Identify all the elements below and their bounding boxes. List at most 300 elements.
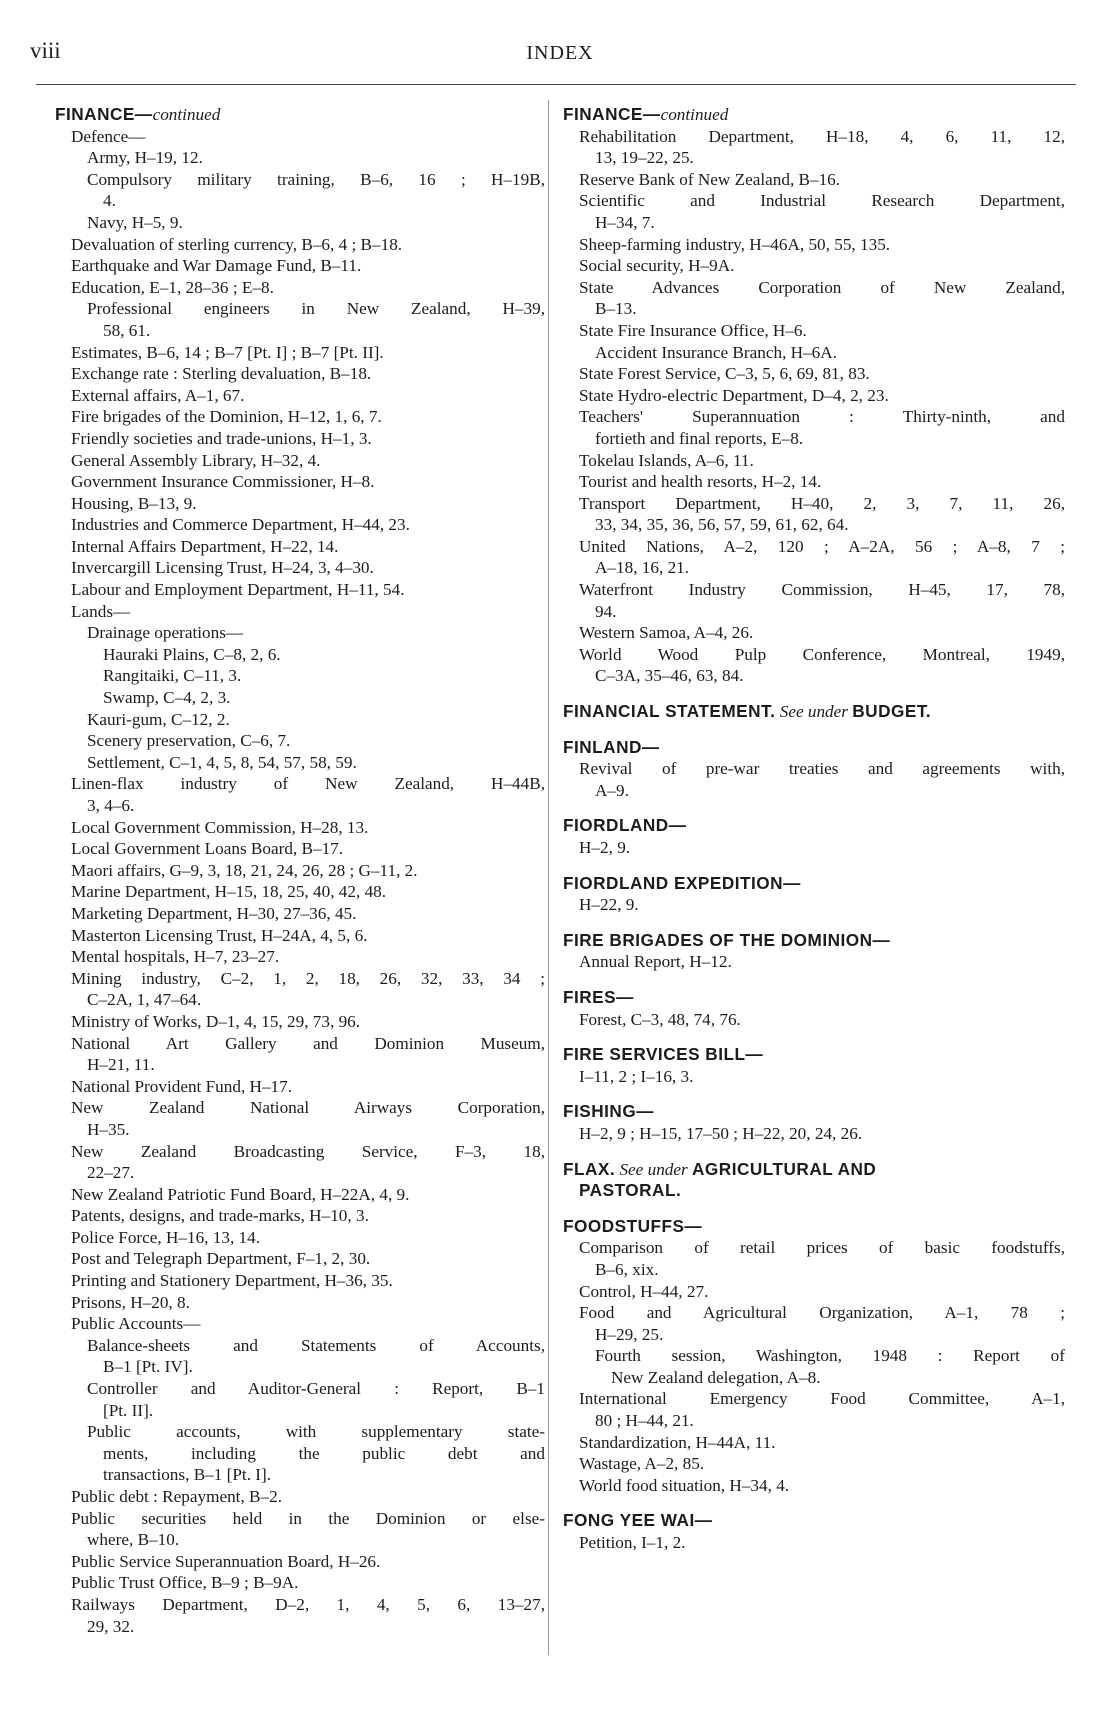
entry-line: Food and Agricultural Organization, A–1, 78 ;: [579, 1303, 1065, 1323]
entry-text: [71, 968, 545, 990]
see-target: PASTORAL.: [579, 1180, 682, 1201]
index-entry: [579, 1066, 1065, 1088]
entry-text: [579, 1532, 1065, 1554]
entry-line: Social security, H–9A.: [579, 256, 735, 276]
index-heading: [563, 104, 1065, 126]
entry-text: [579, 277, 1065, 299]
entry-text: [579, 1432, 1065, 1454]
entry-text: [579, 255, 1065, 277]
column-divider: [548, 100, 549, 1655]
entry-line: H–2, 9 ; H–15, 17–50 ; H–22, 20, 24, 26.: [579, 1123, 863, 1143]
entry-line: Swamp, C–4, 2, 3.: [103, 688, 231, 708]
entry-line: Sheep-farming industry, H–46A, 50, 55, 135.: [579, 234, 891, 254]
entry-line: State Fire Insurance Office, H–6.: [579, 320, 807, 340]
see-reference: See under: [779, 702, 848, 722]
entry-line: 58, 61.: [103, 320, 151, 340]
index-entry: [71, 363, 545, 385]
see-target-continued: [563, 1180, 1065, 1202]
index-entry: [71, 493, 545, 515]
entry-line: Earthquake and War Damage Fund, B–11.: [71, 256, 362, 276]
entry-text: [71, 1551, 545, 1573]
entry-line: Drainage operations—: [87, 623, 244, 643]
entry-line: Army, H–19, 12.: [87, 148, 203, 168]
index-entry: [579, 493, 1065, 536]
index-entry: [579, 1237, 1065, 1280]
index-entry: [87, 212, 545, 234]
entry-text: [71, 471, 545, 493]
entry-line: A–18, 16, 21.: [595, 558, 690, 578]
entry-line: 3, 4–6.: [87, 796, 135, 815]
entry-line: Rehabilitation Department, H–18, 4, 6, 11, 12,: [579, 126, 1065, 146]
entry-line: Control, H–44, 27.: [579, 1281, 709, 1301]
entry-line: H–29, 25.: [595, 1324, 664, 1344]
entry-text: [579, 579, 1065, 601]
entry-line: Lands—: [71, 601, 131, 621]
entry-text: [71, 255, 545, 277]
entry-line: Railways Department, D–2, 1, 4, 5, 6, 13–27,: [71, 1594, 545, 1614]
heading-note: continued: [152, 105, 221, 124]
index-entry: [71, 514, 545, 536]
entry-line: Navy, H–5, 9.: [87, 212, 183, 232]
index-entry: [87, 1335, 545, 1378]
heading-text: FINLAND—: [563, 736, 660, 757]
index-entry: [71, 342, 545, 364]
entry-text: [579, 951, 1065, 973]
entry-line: H–21, 11.: [87, 1055, 155, 1075]
index-entry: [579, 1281, 1065, 1303]
entry-text: [103, 665, 545, 687]
entry-line: 22–27.: [87, 1163, 135, 1183]
heading-text: FINANCIAL STATEMENT.: [563, 701, 776, 722]
entry-text: [579, 493, 1065, 515]
index-heading: [563, 1510, 1065, 1532]
entry-line: Forest, C–3, 48, 74, 76.: [579, 1009, 741, 1029]
index-entry: [579, 450, 1065, 472]
heading-note: continued: [660, 105, 729, 124]
entry-continuation: [579, 557, 1065, 579]
entry-text: [71, 1508, 545, 1530]
index-entry: [71, 1076, 545, 1098]
entry-line: Internal Affairs Department, H–22, 14.: [71, 536, 339, 556]
entry-line: Waterfront Industry Commission, H–45, 17, 78,: [579, 580, 1065, 600]
entry-line: Marine Department, H–15, 18, 25, 40, 42, 48.: [71, 882, 387, 902]
index-entry: [71, 1270, 545, 1292]
heading-text: FLAX.: [563, 1158, 616, 1179]
index-entry: [579, 406, 1065, 449]
index-entry: [103, 644, 545, 666]
heading-text: FIRES—: [563, 986, 634, 1007]
entry-text: [579, 1066, 1065, 1088]
entry-text: [87, 1378, 545, 1400]
index-entry: [579, 277, 1065, 320]
index-entry: [71, 471, 545, 493]
entry-text: [71, 1033, 545, 1055]
index-entry: [71, 1292, 545, 1314]
index-entry: [579, 126, 1065, 169]
entry-line: 94.: [595, 601, 617, 621]
index-entry: [71, 1227, 545, 1249]
entry-line: 29, 32.: [87, 1616, 135, 1636]
entry-text: [87, 147, 545, 169]
heading-text: FIORDLAND—: [563, 815, 687, 836]
index-entry: [579, 837, 1065, 859]
entry-line: International Emergency Food Committee, A–1,: [579, 1389, 1065, 1409]
entry-line: Public Service Superannuation Board, H–26.: [71, 1551, 381, 1571]
entry-line: where, B–10.: [87, 1530, 180, 1550]
entry-line: B–6, xix.: [595, 1259, 659, 1279]
index-entry: [71, 968, 545, 1011]
index-heading: [563, 815, 1065, 837]
entry-text: [71, 342, 545, 364]
index-entry: [579, 758, 1065, 801]
index-heading: [563, 1044, 1065, 1066]
entry-text: [71, 406, 545, 428]
index-entry: [579, 1388, 1065, 1431]
entry-continuation: [579, 780, 1065, 802]
entry-line: Kauri-gum, C–12, 2.: [87, 709, 230, 729]
index-entry: [71, 126, 545, 148]
entry-text: [71, 385, 545, 407]
entry-text: [579, 644, 1065, 666]
entry-text: [579, 169, 1065, 191]
entry-text: [71, 601, 545, 623]
index-entry: [71, 277, 545, 299]
entry-line: Friendly societies and trade-unions, H–1, 3.: [71, 428, 372, 448]
index-entry: [71, 925, 545, 947]
index-entry: [87, 752, 545, 774]
entry-text: [579, 450, 1065, 472]
index-entry: [579, 1302, 1065, 1345]
index-heading: [55, 104, 545, 126]
entry-line: Education, E–1, 28–36 ; E–8.: [71, 277, 274, 297]
entry-continuation: [579, 428, 1065, 450]
index-entry: [71, 1184, 545, 1206]
entry-line: Annual Report, H–12.: [579, 952, 732, 972]
heading-text: FIRE SERVICES BILL—: [563, 1044, 764, 1065]
entry-line: Ministry of Works, D–1, 4, 15, 29, 73, 96.: [71, 1011, 361, 1031]
index-entry: [579, 894, 1065, 916]
right-column: [563, 104, 1065, 1554]
entry-line: Western Samoa, A–4, 26.: [579, 623, 754, 643]
entry-line: Mining industry, C–2, 1, 2, 18, 26, 32, 33, 34 ;: [71, 968, 545, 988]
entry-text: [71, 1011, 545, 1033]
entry-text: [71, 838, 545, 860]
heading-text: FINANCE—: [55, 104, 153, 124]
index-entry: [579, 951, 1065, 973]
entry-line: H–2, 9.: [579, 838, 631, 857]
entry-line: Revival of pre-war treaties and agreements with,: [579, 759, 1065, 779]
entry-text: [71, 126, 545, 148]
entry-continuation: [579, 514, 1065, 536]
entry-line: Local Government Commission, H–28, 13.: [71, 817, 369, 837]
index-entry: [87, 1421, 545, 1486]
entry-text: [579, 1302, 1065, 1324]
entry-line: Rangitaiki, C–11, 3.: [103, 666, 242, 686]
entry-line: State Forest Service, C–3, 5, 6, 69, 81, 83.: [579, 364, 870, 384]
entry-line: Teachers' Superannuation : Thirty-ninth, and: [579, 407, 1065, 427]
heading-text: FOODSTUFFS—: [563, 1215, 703, 1236]
entry-text: [71, 579, 545, 601]
index-entry: [71, 1097, 545, 1140]
entry-text: [71, 1572, 545, 1594]
header-rule: [36, 84, 1076, 85]
index-entry: [103, 687, 545, 709]
entry-text: [71, 1097, 545, 1119]
entry-text: [579, 234, 1065, 256]
index-entry: [579, 190, 1065, 233]
entry-text: [87, 1421, 545, 1443]
entry-line: New Zealand Broadcasting Service, F–3, 18,: [71, 1141, 545, 1161]
index-entry: [579, 169, 1065, 191]
heading-text: FIRE BRIGADES OF THE DOMINION—: [563, 929, 891, 950]
entry-text: [87, 212, 545, 234]
entry-line: Defence—: [71, 126, 146, 146]
entry-continuation: [71, 1616, 545, 1638]
entry-text: [71, 946, 545, 968]
index-entry: [87, 298, 545, 341]
index-entry: [71, 860, 545, 882]
entry-line: [Pt. II].: [103, 1400, 154, 1420]
entry-text: [71, 450, 545, 472]
entry-line: B–13.: [595, 299, 637, 319]
entry-line: Reserve Bank of New Zealand, B–16.: [579, 169, 841, 189]
entry-line: Devaluation of sterling currency, B–6, 4 ; B–18.: [71, 234, 403, 254]
index-entry: [71, 1033, 545, 1076]
entry-text: [71, 1227, 545, 1249]
index-entry: [71, 234, 545, 256]
entry-line: State Advances Corporation of New Zealand,: [579, 277, 1065, 297]
entry-text: [71, 925, 545, 947]
entry-line: Maori affairs, G–9, 3, 18, 21, 24, 26, 28 ; G–11, 2.: [71, 860, 418, 880]
entry-line: Industries and Commerce Department, H–44, 23.: [71, 515, 410, 535]
entry-text: [87, 298, 545, 320]
index-entry: [579, 385, 1065, 407]
heading-text: FONG YEE WAI—: [563, 1510, 713, 1531]
heading-text: FIORDLAND EXPEDITION—: [563, 872, 801, 893]
entry-line: Linen-flax industry of New Zealand, H–44B,: [71, 774, 545, 794]
entry-text: [71, 1205, 545, 1227]
index-entry: [71, 536, 545, 558]
entry-continuation: [579, 1410, 1065, 1432]
entry-continuation: [71, 795, 545, 817]
entry-line: National Provident Fund, H–17.: [71, 1076, 293, 1096]
index-heading: [563, 930, 1065, 952]
index-entry: [71, 773, 545, 816]
entry-text: [71, 536, 545, 558]
entry-text: [579, 190, 1065, 212]
entry-line: Public Trust Office, B–9 ; B–9A.: [71, 1573, 299, 1593]
entry-text: [71, 428, 545, 450]
entry-continuation: [87, 1356, 545, 1378]
entry-continuation: [87, 1443, 545, 1465]
entry-line: ments, including the public debt and: [103, 1443, 545, 1463]
index-entry: [579, 536, 1065, 579]
entry-line: Comparison of retail prices of basic foodstuffs,: [579, 1238, 1065, 1258]
index-entry: [103, 665, 545, 687]
left-column: [55, 104, 545, 1637]
entry-text: [71, 1248, 545, 1270]
entry-line: H–34, 7.: [595, 212, 655, 232]
index-entry: [71, 946, 545, 968]
index-entry: [71, 838, 545, 860]
entry-text: [103, 644, 545, 666]
entry-line: External affairs, A–1, 67.: [71, 385, 245, 405]
entry-text: [579, 126, 1065, 148]
index-entry: [579, 320, 1065, 342]
index-entry: [71, 255, 545, 277]
entry-line: Tokelau Islands, A–6, 11.: [579, 450, 754, 470]
page-header: [30, 34, 1090, 64]
entry-continuation: [579, 601, 1065, 623]
entry-line: B–1 [Pt. IV].: [103, 1357, 193, 1377]
index-entry: [579, 255, 1065, 277]
entry-line: Estimates, B–6, 14 ; B–7 [Pt. I] ; B–7 [Pt. II].: [71, 342, 384, 362]
entry-line: Public Accounts—: [71, 1314, 201, 1334]
entry-line: Masterton Licensing Trust, H–24A, 4, 5, 6.: [71, 925, 368, 945]
entry-text: [579, 1237, 1065, 1259]
index-entry: [71, 557, 545, 579]
entry-continuation: [579, 147, 1065, 169]
index-entry: [87, 147, 545, 169]
entry-line: Balance-sheets and Statements of Accounts,: [87, 1335, 545, 1355]
entry-text: [71, 363, 545, 385]
index-heading: [563, 701, 1065, 723]
entry-text: [71, 493, 545, 515]
entry-text: [579, 622, 1065, 644]
index-entry: [87, 622, 545, 644]
entry-text: [579, 536, 1065, 558]
entry-line: Scientific and Industrial Research Department,: [579, 191, 1065, 211]
index-entry: [71, 903, 545, 925]
entry-continuation: [87, 1464, 545, 1486]
entry-line: National Art Gallery and Dominion Museum,: [71, 1033, 545, 1053]
entry-text: [87, 622, 545, 644]
entry-line: I–11, 2 ; I–16, 3.: [579, 1066, 694, 1086]
index-entry: [71, 1313, 545, 1335]
entry-text: [87, 169, 545, 191]
entry-line: Transport Department, H–40, 2, 3, 7, 11, 26,: [579, 493, 1065, 513]
entry-text: [71, 903, 545, 925]
index-entry: [579, 1432, 1065, 1454]
index-heading: [563, 737, 1065, 759]
entry-line: Fire brigades of the Dominion, H–12, 1, 6, 7.: [71, 407, 382, 427]
index-heading: [563, 873, 1065, 895]
index-entry: [579, 471, 1065, 493]
entry-text: [71, 773, 545, 795]
index-entry: [579, 1453, 1065, 1475]
entry-line: Standardization, H–44A, 11.: [579, 1432, 776, 1452]
entry-line: World food situation, H–34, 4.: [579, 1475, 790, 1495]
entry-continuation: [579, 1259, 1065, 1281]
index-entry: [595, 342, 1065, 364]
entry-line: transactions, B–1 [Pt. I].: [103, 1465, 272, 1485]
entry-continuation: [71, 1119, 545, 1141]
entry-text: [579, 1281, 1065, 1303]
index-entry: [71, 450, 545, 472]
entry-continuation: [71, 1162, 545, 1184]
entry-line: H–22, 9.: [579, 895, 639, 915]
entry-line: 80 ; H–44, 21.: [595, 1411, 694, 1431]
index-entry: [87, 730, 545, 752]
index-entry: [579, 1123, 1065, 1145]
entry-text: [579, 1009, 1065, 1031]
entry-continuation: [579, 212, 1065, 234]
entry-line: New Zealand Patriotic Fund Board, H–22A, 4, 9.: [71, 1184, 410, 1204]
entry-continuation: [595, 1367, 1065, 1389]
index-entry: [71, 1205, 545, 1227]
index-entry: [71, 1572, 545, 1594]
entry-line: 33, 34, 35, 36, 56, 57, 59, 61, 62, 64.: [595, 515, 849, 535]
page-number: viii: [30, 38, 61, 63]
entry-text: [71, 1292, 545, 1314]
see-target: AGRICULTURAL AND: [692, 1158, 877, 1179]
entry-text: [71, 1270, 545, 1292]
entry-text: [71, 557, 545, 579]
entry-text: [71, 1076, 545, 1098]
entry-line: Public debt : Repayment, B–2.: [71, 1487, 283, 1506]
entry-text: [579, 363, 1065, 385]
entry-text: [87, 730, 545, 752]
entry-line: Marketing Department, H–30, 27–36, 45.: [71, 903, 357, 923]
entry-text: [579, 894, 1065, 916]
entry-line: C–3A, 35–46, 63, 84.: [595, 666, 744, 686]
entry-line: Professional engineers in New Zealand, H–39,: [87, 299, 545, 319]
entry-continuation: [579, 1324, 1065, 1346]
entry-line: Hauraki Plains, C–8, 2, 6.: [103, 644, 281, 664]
entry-line: Petition, I–1, 2.: [579, 1533, 686, 1553]
entry-line: A–9.: [595, 780, 629, 800]
entry-text: [103, 687, 545, 709]
entry-text: [71, 514, 545, 536]
entry-continuation: [87, 1400, 545, 1422]
entry-text: [87, 1335, 545, 1357]
entry-text: [579, 758, 1065, 780]
entry-continuation: [579, 298, 1065, 320]
entry-line: State Hydro-electric Department, D–4, 2, 23.: [579, 385, 889, 405]
see-target: BUDGET.: [852, 701, 932, 722]
index-entry: [71, 1594, 545, 1637]
entry-line: Local Government Loans Board, B–17.: [71, 839, 344, 859]
entry-line: Compulsory military training, B–6, 16 ; H–19B,: [87, 169, 545, 189]
see-reference: See under: [619, 1159, 688, 1179]
entry-line: Invercargill Licensing Trust, H–24, 3, 4–30.: [71, 558, 374, 578]
entry-line: World Wood Pulp Conference, Montreal, 1949,: [579, 644, 1065, 664]
index-entry: [71, 406, 545, 428]
index-entry: [71, 428, 545, 450]
index-entry: [87, 709, 545, 731]
entry-line: Fourth session, Washington, 1948 : Report of: [595, 1346, 1065, 1366]
entry-text: [87, 709, 545, 731]
index-entry: [87, 1378, 545, 1421]
index-entry: [579, 644, 1065, 687]
index-entry: [579, 363, 1065, 385]
entry-line: C–2A, 1, 47–64.: [87, 990, 202, 1010]
page-title: INDEX: [526, 42, 594, 64]
entry-text: [71, 1594, 545, 1616]
entry-line: Exchange rate : Sterling devaluation, B–18.: [71, 364, 372, 384]
entry-text: [71, 881, 545, 903]
index-heading: [563, 987, 1065, 1009]
entry-text: [87, 752, 545, 774]
index-entry: [71, 817, 545, 839]
entry-text: [71, 860, 545, 882]
index-entry: [71, 1508, 545, 1551]
index-entry: [71, 579, 545, 601]
index-entry: [579, 1532, 1065, 1554]
entry-text: [71, 1313, 545, 1335]
entry-line: 13, 19–22, 25.: [595, 148, 694, 168]
entry-line: Tourist and health resorts, H–2, 14.: [579, 472, 822, 492]
